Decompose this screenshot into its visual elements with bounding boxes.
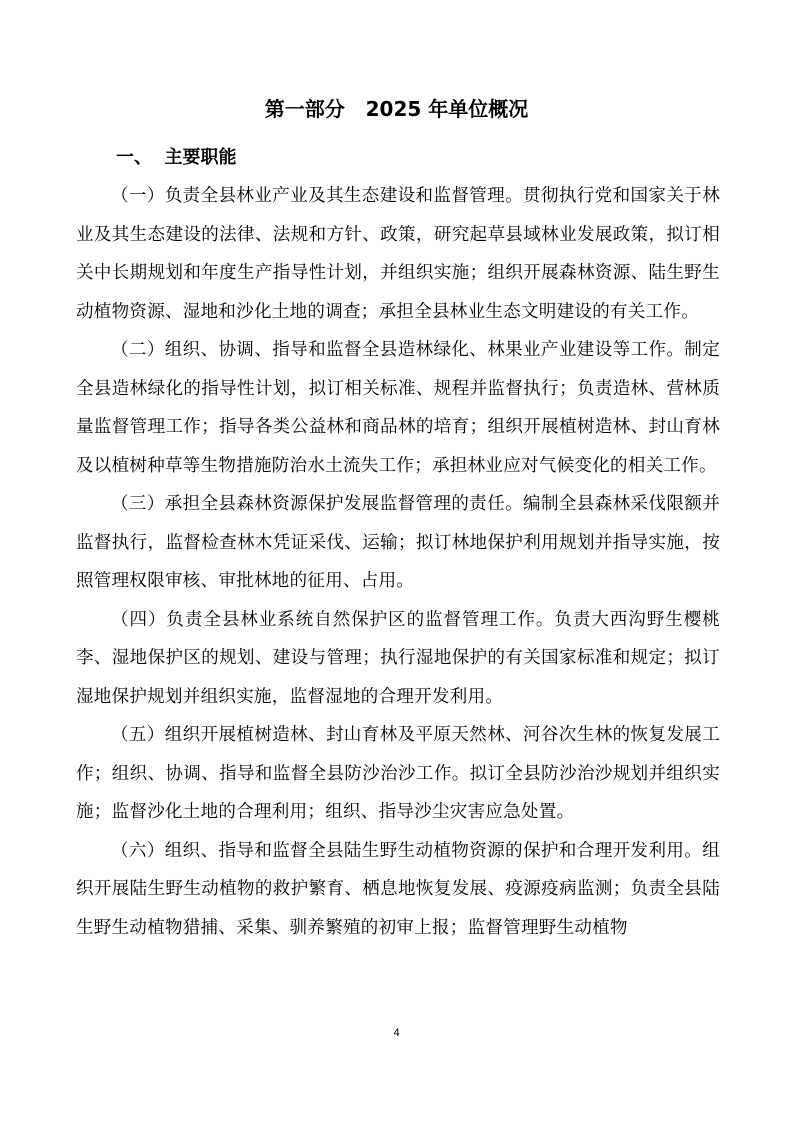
paragraph-6: （六）组织、指导和监督全县陆生野生动植物资源的保护和合理开发利用。组织开展陆生野生动植物的救护繁育、栖息地恢复发展、疫源疫病监测；负责全县陆生野生动植物猎捕、采集、驯养繁殖的初审上报；监督管理野生动植物 xyxy=(76,840,720,938)
paragraph-5: （五）组织开展植树造林、封山育林及平原天然林、河谷次生林的恢复发展工作；组织、协调、指导和监督全县防沙治沙工作。拟订全县防沙治沙规划并组织实施；监督沙化土地的合理利用；组织、指导沙尘灾害应急处置。 xyxy=(76,725,720,822)
paragraph-3: （三）承担全县森林资源保护发展监督管理的责任。编制全县森林采伐限额并监督执行，监督检查林木凭证采伐、运输；拟订林地保护利用规划并指导实施，按照管理权限审核、审批林地的征用、占用。 xyxy=(76,494,720,591)
paragraph-1: （一）负责全县林业产业及其生态建设和监督管理。贯彻执行党和国家关于林业及其生态建设的法律、法规和方针、政策，研究起草县域林业发展政策，拟订相关中长期规划和年度生产指导性计划，并组织实施；组织开展森林资源、陆生野生动植物资源、湿地和沙化土地的调查；承担全县林业生态文明建设的有关工作。 xyxy=(76,186,720,322)
page-title: 第一部分 2025 年单位概况 xyxy=(264,97,529,121)
paragraph-4: （四）负责全县林业系统自然保护区的监督管理工作。负责大西沟野生樱桃李、湿地保护区的规划、建设与管理；执行湿地保护的有关国家标准和规定；拟订湿地保护规划并组织实施，监督湿地的合理开发利用。 xyxy=(76,609,720,707)
paragraph-2: （二）组织、协调、指导和监督全县造林绿化、林果业产业建设等工作。制定全县造林绿化的指导性计划，拟订相关标准、规程并监督执行；负责造林、营林质量监督管理工作；指导各类公益林和商品林的培育；组织开展植树造林、封山育林及以植树种草等生物措施防治水土流失工作；承担林业应对气候变化的相关工作。 xyxy=(76,340,720,476)
document-body xyxy=(76,177,720,947)
page-number: 4 xyxy=(393,1027,400,1039)
section-heading: 一、 主要职能 xyxy=(116,147,237,168)
